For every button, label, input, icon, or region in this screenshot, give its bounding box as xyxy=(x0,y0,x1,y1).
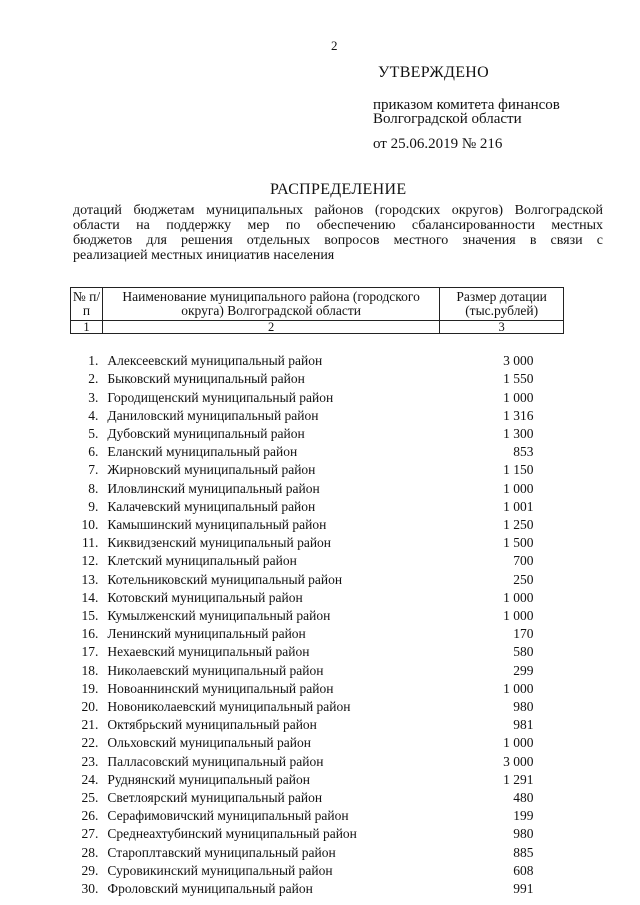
approval-date: от 25.06.2019 № 216 xyxy=(373,136,503,152)
subsidy-amount: 1 291 xyxy=(503,771,534,787)
row-number xyxy=(71,552,103,570)
row-number xyxy=(71,407,103,425)
table-row xyxy=(71,516,564,534)
row-number xyxy=(71,716,103,734)
district-name: Руднянский муниципальный район xyxy=(107,771,310,787)
row-number xyxy=(71,571,103,589)
district-name: Октябрьский муниципальный район xyxy=(107,717,317,733)
district-name: Клетский муниципальный район xyxy=(107,553,297,569)
row-number-text: 30. xyxy=(81,881,99,897)
table-row xyxy=(71,771,564,789)
subsidy-amount: 170 xyxy=(513,626,534,642)
row-number xyxy=(71,443,103,461)
row-number-text: 28. xyxy=(81,844,99,860)
table-row xyxy=(71,734,564,752)
subsidy-amount: 1 300 xyxy=(503,426,534,441)
row-number-text: 19. xyxy=(81,680,99,696)
row-number-text: 5. xyxy=(88,426,99,441)
row-number-text: 29. xyxy=(81,862,99,878)
row-number-text: 18. xyxy=(81,662,99,678)
table-body xyxy=(71,334,564,899)
table-header-row xyxy=(71,288,564,321)
document-subtitle xyxy=(73,203,603,263)
district-name: Быковский муниципальный район xyxy=(107,371,305,387)
subsidy-amount: 1 250 xyxy=(503,517,534,533)
approval-title: УТВЕРЖДЕНО xyxy=(378,64,490,81)
page-number: 2 xyxy=(331,38,338,53)
row-number xyxy=(71,753,103,771)
row-number xyxy=(71,625,103,643)
row-number-text: 27. xyxy=(81,826,99,842)
row-number-text: 26. xyxy=(81,808,99,824)
row-number-text: 6. xyxy=(88,444,99,460)
subsidy-amount: 853 xyxy=(513,444,534,460)
subtitle-line: реализацией местных инициатив населения xyxy=(73,248,335,263)
table-row xyxy=(71,625,564,643)
district-name: Суровикинский муниципальный район xyxy=(107,862,333,878)
district-name: Даниловский муниципальный район xyxy=(107,407,319,423)
district-name: Котовский муниципальный район xyxy=(107,589,303,605)
subtitle-line: области на поддержку мер по обеспечению сбалансированности местных xyxy=(73,218,603,233)
table-row xyxy=(71,534,564,552)
district-name: Светлоярский муниципальный район xyxy=(107,790,323,806)
row-number xyxy=(71,370,103,388)
table-row xyxy=(71,880,564,898)
district-name: Серафимовичский муниципальный район xyxy=(107,808,349,824)
row-number xyxy=(71,461,103,479)
row-number-text: 23. xyxy=(81,753,99,769)
subsidy-amount: 250 xyxy=(513,571,534,587)
row-number-text: 15. xyxy=(81,608,99,624)
row-number xyxy=(71,680,103,698)
row-number-text: 10. xyxy=(81,517,99,533)
row-number-text: 1. xyxy=(88,353,99,369)
district-name: Калачевский муниципальный район xyxy=(107,498,316,514)
table-row xyxy=(71,753,564,771)
table-row xyxy=(71,352,564,370)
row-number-text: 2. xyxy=(88,371,99,387)
row-number xyxy=(71,389,103,407)
subsidy-amount: 980 xyxy=(513,826,534,842)
subsidy-amount: 1 316 xyxy=(503,407,534,423)
row-number xyxy=(71,480,103,498)
subsidy-amount: 1 150 xyxy=(503,462,534,478)
document-title: РАСПРЕДЕЛЕНИЕ xyxy=(270,181,407,198)
row-number xyxy=(71,589,103,607)
column-number: 1 xyxy=(71,321,103,334)
row-number xyxy=(71,516,103,534)
row-number-text: 9. xyxy=(88,498,99,514)
row-number-text: 25. xyxy=(81,790,99,806)
subsidy-amount: 1 000 xyxy=(503,680,534,696)
table-row xyxy=(71,552,564,570)
subsidy-amount: 199 xyxy=(513,808,534,824)
table-row xyxy=(71,370,564,388)
row-number xyxy=(71,498,103,516)
row-number-text: 20. xyxy=(81,699,99,715)
table-row xyxy=(71,443,564,461)
subsidy-amount: 1 001 xyxy=(503,498,534,514)
district-name: Жирновский муниципальный район xyxy=(107,462,316,478)
table-row xyxy=(71,844,564,862)
district-name: Киквидзенский муниципальный район xyxy=(107,535,332,551)
row-number-text: 17. xyxy=(81,644,99,660)
district-name: Фроловский муниципальный район xyxy=(107,881,313,897)
table-row xyxy=(71,662,564,680)
row-number xyxy=(71,643,103,661)
subsidy-amount: 3 000 xyxy=(503,753,534,769)
row-number xyxy=(71,771,103,789)
subsidy-amount: 991 xyxy=(513,881,534,897)
subsidy-amount: 580 xyxy=(513,644,534,660)
district-name: Нехаевский муниципальный район xyxy=(107,644,310,660)
row-number xyxy=(71,880,103,898)
district-name: Иловлинский муниципальный район xyxy=(107,480,320,496)
table-row xyxy=(71,480,564,498)
table-row xyxy=(71,407,564,425)
district-name: Котельниковский муниципальный район xyxy=(107,571,343,587)
row-number-text: 16. xyxy=(81,626,99,642)
approval-line-2: Волгоградской области xyxy=(373,111,522,127)
column-number: 3 xyxy=(440,321,564,334)
district-name: Городищенский муниципальный район xyxy=(107,389,334,405)
district-name: Новониколаевский муниципальный район xyxy=(107,699,351,715)
row-number-text: 21. xyxy=(81,717,99,733)
subtitle-line: дотаций бюджетам муниципальных районов (городских округов) Волгоградской xyxy=(73,203,603,218)
table-row xyxy=(71,680,564,698)
row-number xyxy=(71,825,103,843)
row-number-text: 3. xyxy=(88,389,99,405)
table-row xyxy=(71,389,564,407)
row-number xyxy=(71,352,103,370)
row-number xyxy=(71,807,103,825)
table-row xyxy=(71,461,564,479)
row-number xyxy=(71,607,103,625)
district-name: Дубовский муниципальный район xyxy=(107,426,305,441)
row-number-text: 14. xyxy=(81,589,99,605)
header-name: Наименование муниципального района (городского округа) Волгоградской области xyxy=(102,288,439,321)
row-number-text: 22. xyxy=(81,735,99,751)
row-number-text: 4. xyxy=(88,407,99,423)
header-num: № п/п xyxy=(71,288,103,321)
row-number-text: 7. xyxy=(88,462,99,478)
subsidy-amount: 1 000 xyxy=(503,735,534,751)
row-number xyxy=(71,662,103,680)
district-name: Еланский муниципальный район xyxy=(107,444,298,460)
table-row xyxy=(71,807,564,825)
table-row xyxy=(71,789,564,807)
row-number-text: 24. xyxy=(81,771,99,787)
row-number-text: 11. xyxy=(82,535,99,551)
subsidy-amount: 1 500 xyxy=(503,535,534,551)
row-number-text: 13. xyxy=(81,571,99,587)
table-row xyxy=(71,589,564,607)
subsidy-amount: 480 xyxy=(513,790,534,806)
subsidy-amount: 608 xyxy=(513,862,534,878)
table-row xyxy=(71,498,564,516)
subsidy-amount: 1 000 xyxy=(503,389,534,405)
subsidy-amount: 885 xyxy=(513,844,534,860)
row-number xyxy=(71,734,103,752)
subsidy-amount: 700 xyxy=(513,553,534,569)
table-row xyxy=(71,698,564,716)
district-name: Алексеевский муниципальный район xyxy=(107,353,323,369)
table-row xyxy=(71,825,564,843)
row-number xyxy=(71,844,103,862)
subsidy-amount: 1 000 xyxy=(503,608,534,624)
subsidy-amount: 981 xyxy=(513,717,534,733)
table-row xyxy=(71,716,564,734)
table-row xyxy=(71,571,564,589)
row-number-text: 12. xyxy=(81,553,99,569)
table-row xyxy=(71,607,564,625)
subsidy-amount: 3 000 xyxy=(503,353,534,369)
row-number xyxy=(71,789,103,807)
subsidy-amount: 980 xyxy=(513,699,534,715)
district-name: Камышинский муниципальный район xyxy=(107,517,327,533)
subsidy-amount: 299 xyxy=(513,662,534,678)
subsidy-amount: 1 000 xyxy=(503,480,534,496)
subsidy-amount: 1 550 xyxy=(503,371,534,387)
row-number xyxy=(71,698,103,716)
row-number xyxy=(71,862,103,880)
distribution-table xyxy=(70,287,564,898)
header-sum: Размер дотации (тыс.рублей) xyxy=(440,288,564,321)
column-number-row xyxy=(71,321,564,334)
district-name: Новоаннинский муниципальный район xyxy=(107,680,334,696)
row-number-text: 8. xyxy=(88,480,99,496)
column-number: 2 xyxy=(102,321,439,334)
table-row xyxy=(71,425,564,443)
subsidy-amount: 1 000 xyxy=(503,589,534,605)
district-name: Ленинский муниципальный район xyxy=(107,626,306,642)
district-name: Ольховский муниципальный район xyxy=(107,735,311,751)
approval-line-1: приказом комитета финансов xyxy=(373,97,560,113)
row-number xyxy=(71,534,103,552)
table-row xyxy=(71,862,564,880)
district-name: Кумылженский муниципальный район xyxy=(107,608,331,624)
district-name: Палласовский муниципальный район xyxy=(107,753,324,769)
district-name: Николаевский муниципальный район xyxy=(107,662,324,678)
district-name: Староплтавский муниципальный район xyxy=(107,844,336,860)
table-row xyxy=(71,643,564,661)
row-number xyxy=(71,425,103,443)
subtitle-line: бюджетов для решения отдельных вопросов местного значения в связи с xyxy=(73,233,603,248)
district-name: Среднеахтубинский муниципальный район xyxy=(107,826,357,842)
